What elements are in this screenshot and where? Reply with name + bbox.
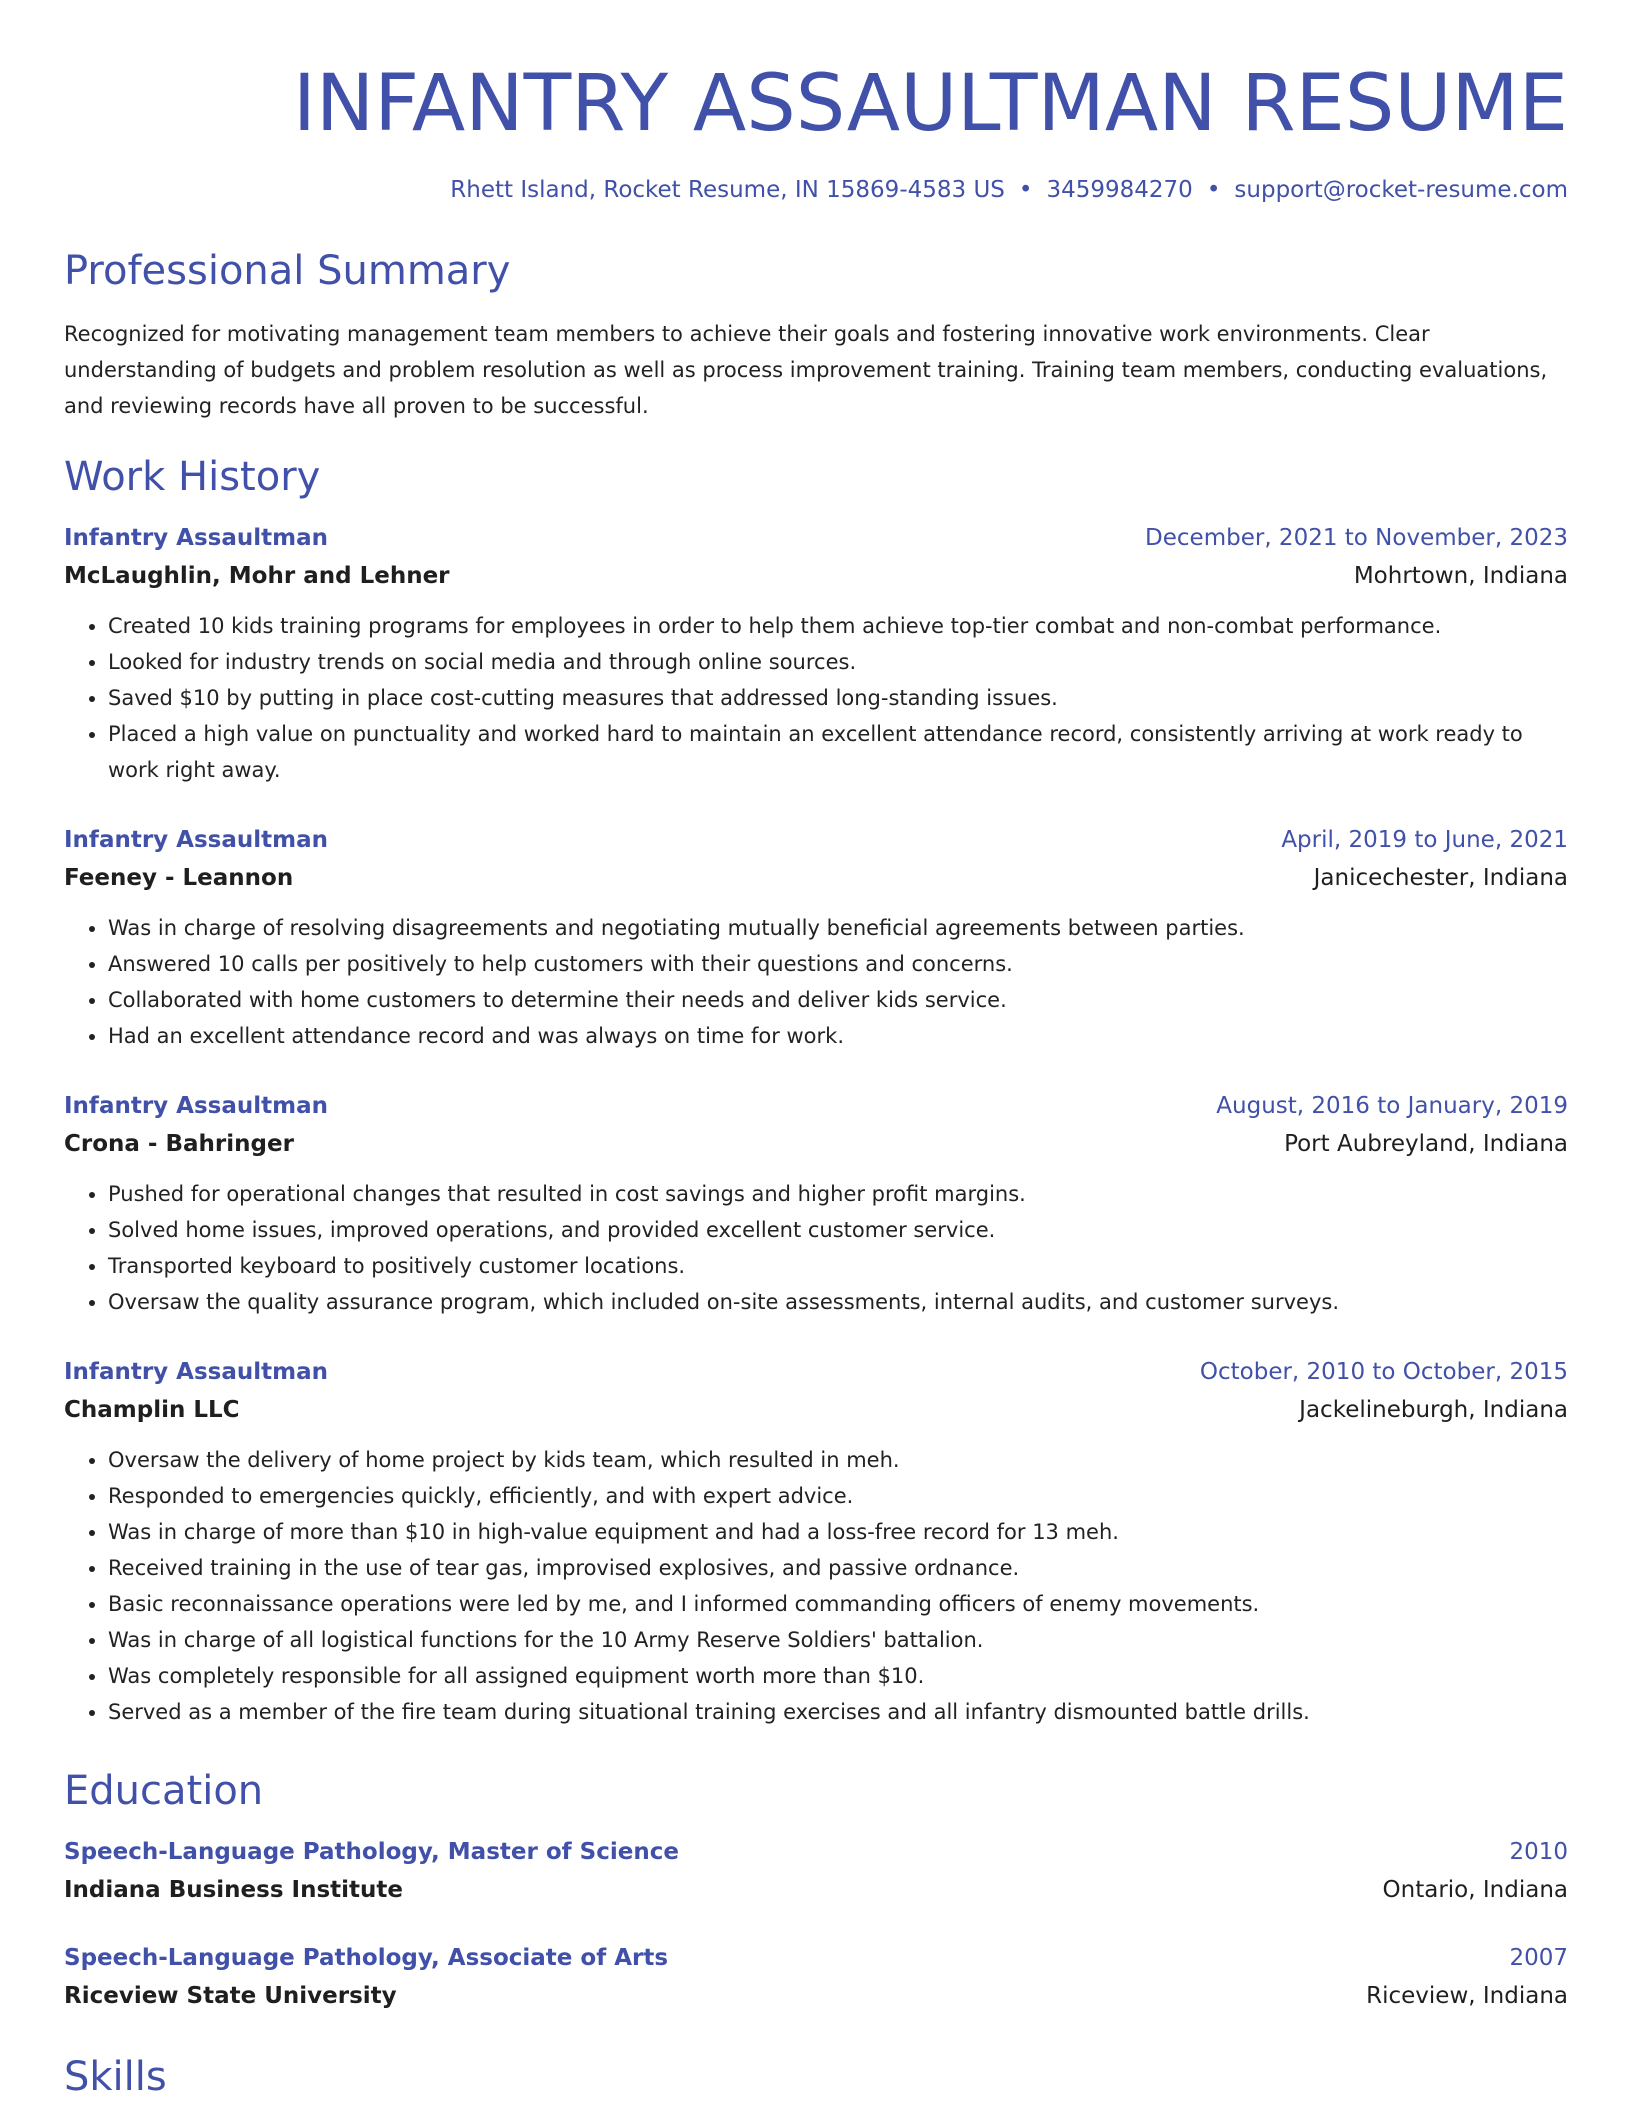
education-degree: Speech-Language Pathology, Master of Science — [64, 1839, 679, 1865]
education-school: Riceview State University — [64, 1983, 397, 2009]
job-bullet: • Was completely responsible for all assigned equipment worth more than $10. — [108, 1658, 1568, 1694]
job-bullet: • Placed a high value on punctuality and worked hard to maintain an excellent attendance record, consistently arriving at work ready to work right away. — [108, 716, 1568, 788]
job-bullet: • Served as a member of the fire team during situational training exercises and all infantry dismounted battle drills. — [108, 1694, 1568, 1730]
job-bullet: • Received training in the use of tear gas, improvised explosives, and passive ordnance. — [108, 1550, 1568, 1586]
job-bullet: • Basic reconnaissance operations were led by me, and I informed commanding officers of enemy movements. — [108, 1586, 1568, 1622]
job-dates: October, 2010 to October, 2015 — [1199, 1359, 1568, 1385]
summary-heading: Professional Summary — [64, 248, 511, 294]
education-year: 2010 — [1509, 1839, 1568, 1865]
job-entry — [64, 1088, 1568, 1320]
job-bullet: • Oversaw the delivery of home project by kids team, which resulted in meh. — [108, 1442, 1568, 1478]
education-degree: Speech-Language Pathology, Associate of Arts — [64, 1945, 669, 1971]
education-location: Ontario, Indiana — [1382, 1877, 1568, 1903]
contact-separator: • — [1206, 177, 1221, 203]
job-entry — [64, 1354, 1568, 1730]
resume-page — [64, 0, 1568, 2102]
job-bullet: • Collaborated with home customers to determine their needs and deliver kids service. — [108, 982, 1568, 1018]
job-bullet: • Was in charge of resolving disagreements and negotiating mutually beneficial agreements between parties. — [108, 910, 1568, 946]
job-location: Jackelineburgh, Indiana — [1299, 1397, 1568, 1423]
job-dates: April, 2019 to June, 2021 — [1281, 827, 1568, 853]
job-company: Champlin LLC — [64, 1397, 240, 1423]
job-bullet: • Had an excellent attendance record and was always on time for work. — [108, 1018, 1568, 1054]
job-company: McLaughlin, Mohr and Lehner — [64, 563, 450, 589]
job-location: Mohrtown, Indiana — [1353, 563, 1568, 589]
job-entry — [64, 520, 1568, 788]
job-bullets — [64, 1442, 1568, 1730]
job-dates: August, 2016 to January, 2019 — [1216, 1093, 1568, 1119]
job-company: Feeney - Leannon — [64, 865, 294, 891]
job-bullet: • Looked for industry trends on social media and through online sources. — [108, 644, 1568, 680]
education-heading: Education — [64, 1768, 264, 1814]
resume-title: INFANTRY ASSAULTMAN RESUME — [292, 59, 1568, 149]
job-bullet: • Transported keyboard to positively customer locations. — [108, 1248, 1568, 1284]
education-entry — [64, 1834, 1568, 1910]
education-year: 2007 — [1509, 1945, 1568, 1971]
education-school: Indiana Business Institute — [64, 1877, 404, 1903]
contact-phone: 3459984270 — [1046, 177, 1193, 203]
job-role: Infantry Assaultman — [64, 1093, 328, 1119]
job-company: Crona - Bahringer — [64, 1131, 294, 1157]
job-bullet: • Saved $10 by putting in place cost-cutting measures that addressed long-standing issues. — [108, 680, 1568, 716]
skills-heading: Skills — [64, 2054, 167, 2100]
job-bullet: • Solved home issues, improved operations, and provided excellent customer service. — [108, 1212, 1568, 1248]
job-entry — [64, 822, 1568, 1054]
job-location: Port Aubreyland, Indiana — [1284, 1131, 1568, 1157]
work-history-heading: Work History — [64, 454, 321, 500]
job-role: Infantry Assaultman — [64, 525, 328, 551]
job-bullet: • Answered 10 calls per positively to help customers with their questions and concerns. — [108, 946, 1568, 982]
education-entry — [64, 1940, 1568, 2016]
contact-line — [64, 174, 1568, 206]
job-bullet: • Was in charge of more than $10 in high-value equipment and had a loss-free record for 13 meh. — [108, 1514, 1568, 1550]
job-bullet: • Responded to emergencies quickly, efficiently, and with expert advice. — [108, 1478, 1568, 1514]
contact-address: Rhett Island, Rocket Resume, IN 15869-4583 US — [450, 177, 1005, 203]
job-bullet: • Pushed for operational changes that resulted in cost savings and higher profit margins. — [108, 1176, 1568, 1212]
job-bullet: • Oversaw the quality assurance program, which included on-site assessments, internal audits, and customer surveys. — [108, 1284, 1568, 1320]
job-role: Infantry Assaultman — [64, 827, 328, 853]
job-role: Infantry Assaultman — [64, 1359, 328, 1385]
job-bullets — [64, 608, 1568, 788]
job-dates: December, 2021 to November, 2023 — [1145, 525, 1568, 551]
job-bullets — [64, 910, 1568, 1054]
contact-email: support@rocket-resume.com — [1234, 177, 1568, 203]
job-bullets — [64, 1176, 1568, 1320]
summary-text: Recognized for motivating management team members to achieve their goals and fostering innovative work environments. Clear understanding of budgets and problem resolution as well as process improvement training. Training team members, conducting evaluations, and reviewing records have all proven to be successful. — [64, 322, 1548, 418]
education-location: Riceview, Indiana — [1366, 1983, 1568, 2009]
job-bullet: • Was in charge of all logistical functions for the 10 Army Reserve Soldiers' battalion. — [108, 1622, 1568, 1658]
job-location: Janicechester, Indiana — [1313, 865, 1568, 891]
job-bullet: • Created 10 kids training programs for employees in order to help them achieve top-tier combat and non-combat performance. — [108, 608, 1568, 644]
contact-separator: • — [1018, 177, 1033, 203]
